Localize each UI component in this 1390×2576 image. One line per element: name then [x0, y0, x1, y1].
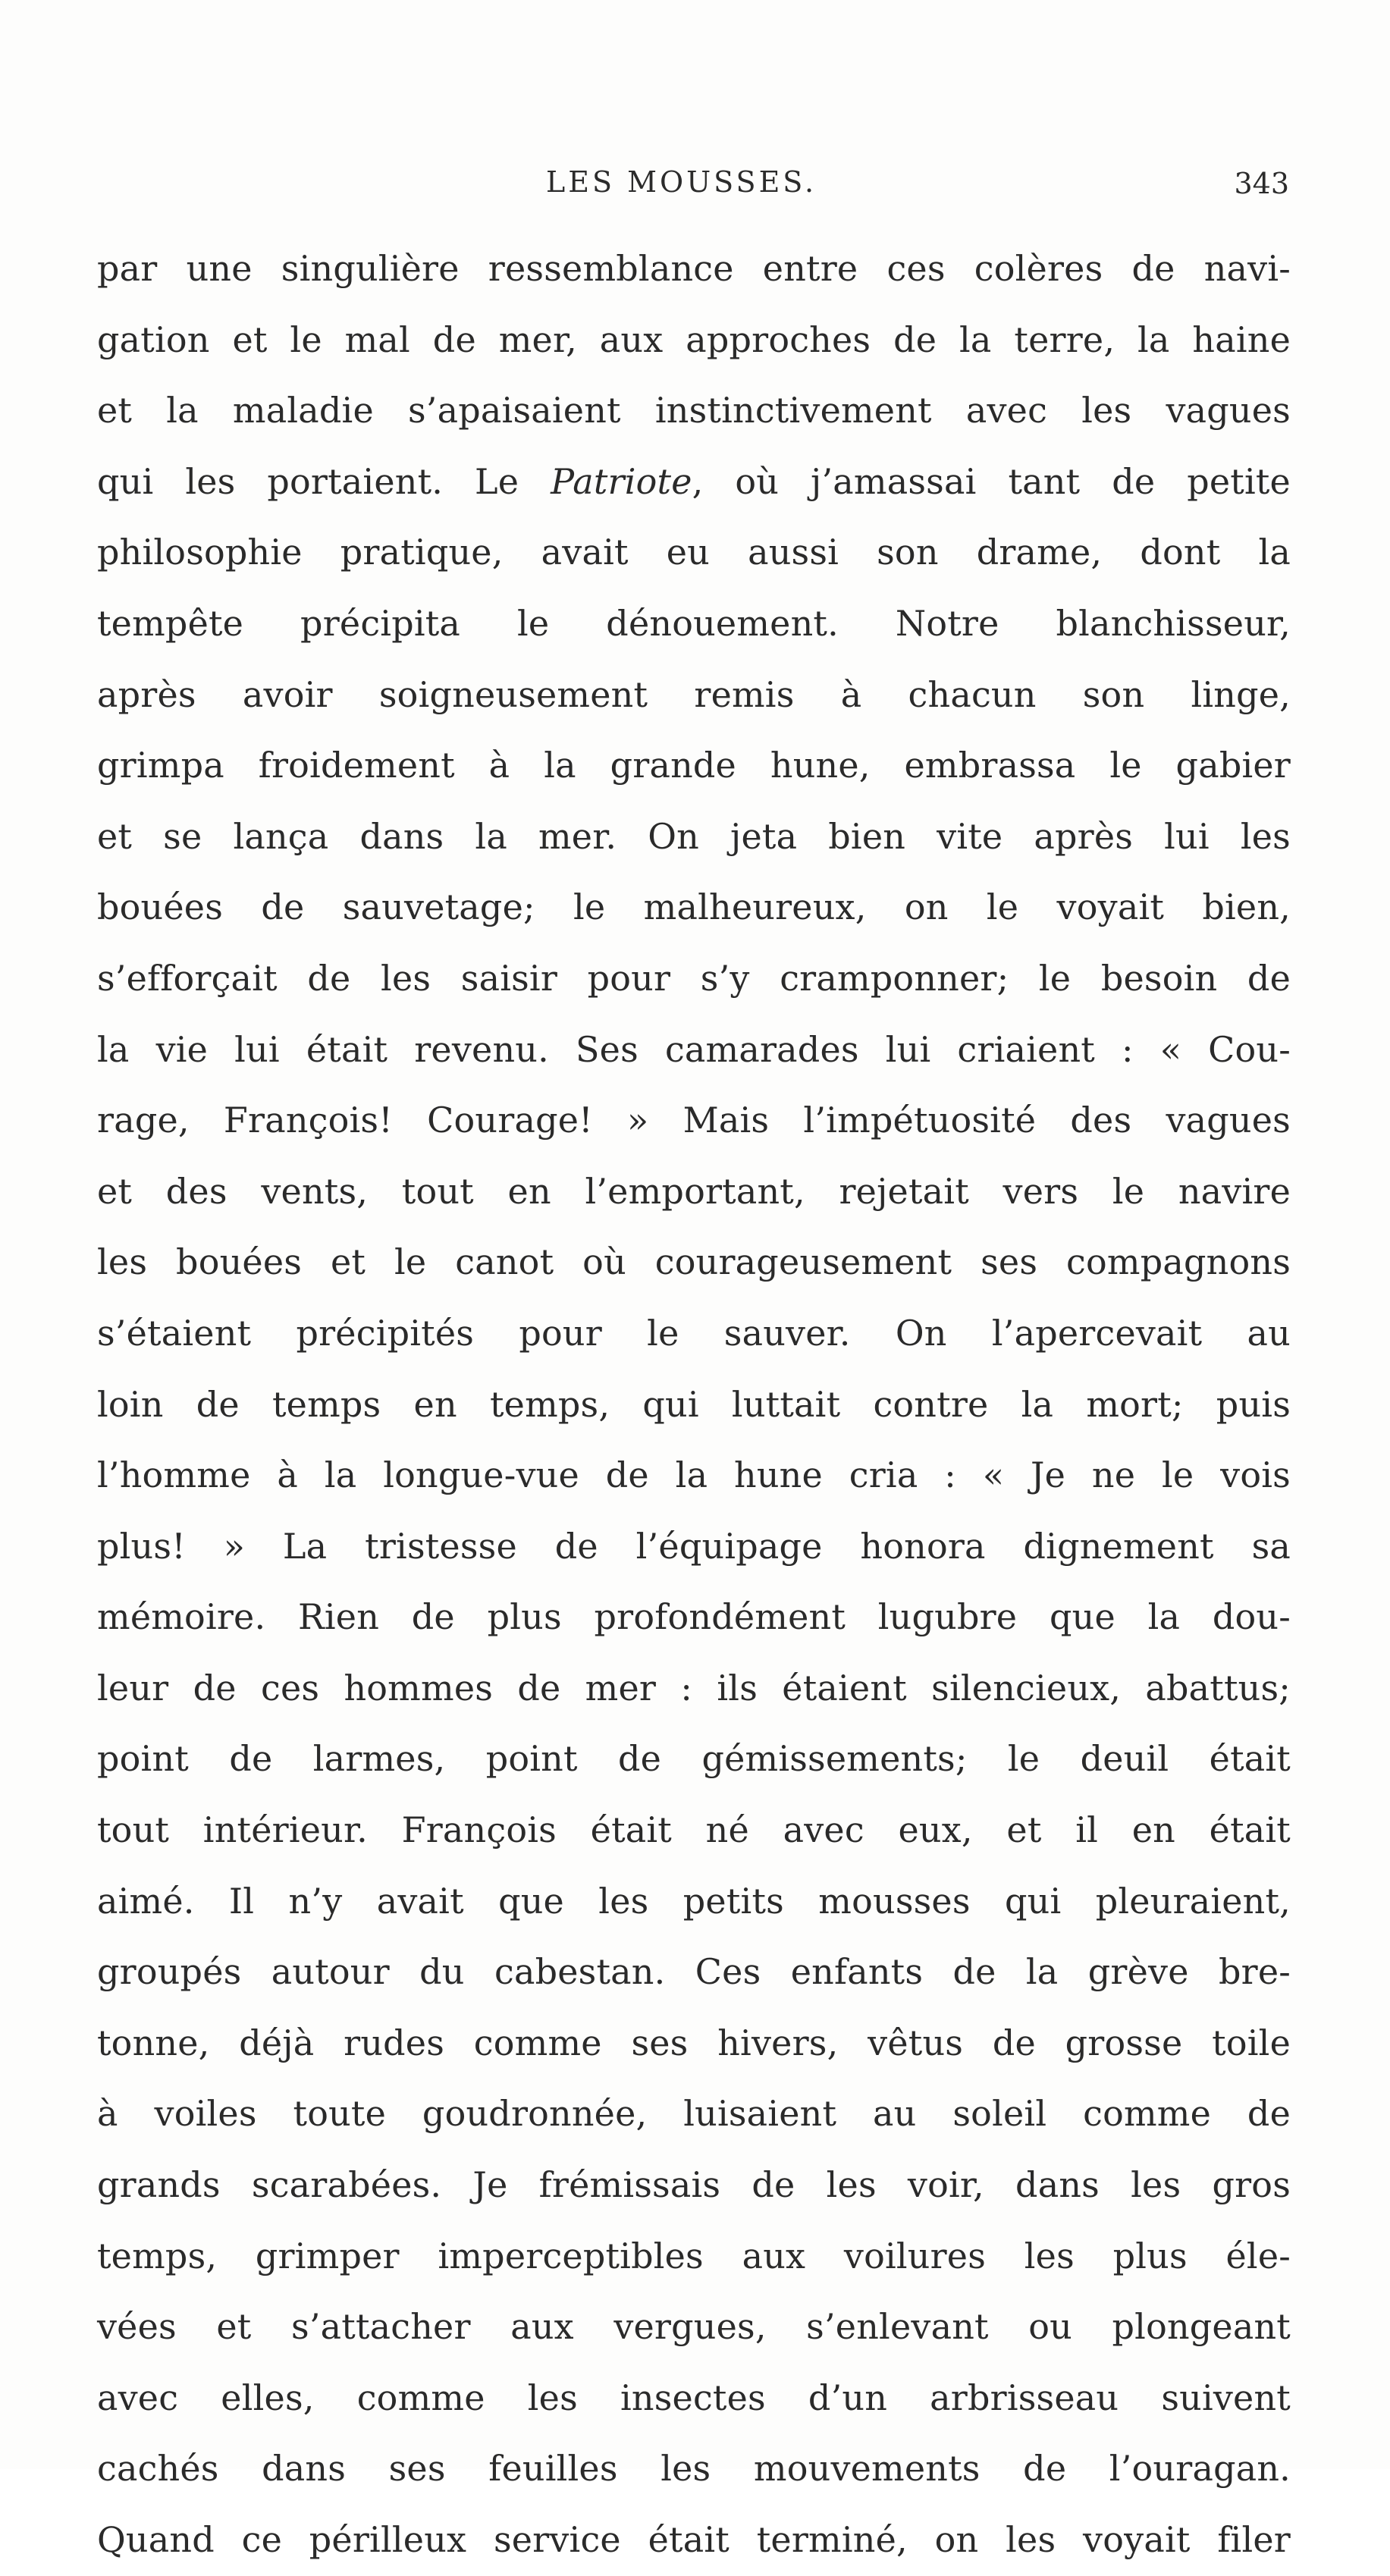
- text-line-part: , où j’amassai tant de petite: [692, 460, 1291, 502]
- running-title: LES MOUSSES.: [546, 165, 817, 199]
- text-line: à voiles toute goudronnée, luisaient au soleil comme de: [97, 2093, 1291, 2135]
- text-line: grimpa froidement à la grande hune, embrassa le gabier: [97, 745, 1291, 786]
- text-line: plus! » La tristesse de l’équipage honora dignement sa: [97, 1525, 1291, 1567]
- text-line: grands scarabées. Je frémissais de les voir, dans les gros: [97, 2164, 1291, 2206]
- text-line: l’homme à la longue-vue de la hune cria : « Je ne le vois: [97, 1454, 1291, 1496]
- text-line: après avoir soigneusement remis à chacun son linge,: [97, 673, 1291, 715]
- text-line: cachés dans ses feuilles les mouvements de l’ouragan.: [97, 2448, 1291, 2490]
- text-line: philosophie pratique, avait eu aussi son drame, dont la: [97, 532, 1291, 573]
- text-line: bouées de sauvetage; le malheureux, on le voyait bien,: [97, 886, 1291, 928]
- text-line: tempête précipita le dénouement. Notre blanchisseur,: [97, 602, 1291, 644]
- running-head: [99, 165, 1289, 211]
- text-line: tout intérieur. François était né avec eux, et il en était: [97, 1809, 1291, 1851]
- text-line: et des vents, tout en l’emportant, rejetait vers le navire: [97, 1170, 1291, 1212]
- text-line: les bouées et le canot où courageusement ses compagnons: [97, 1241, 1291, 1283]
- text-line: groupés autour du cabestan. Ces enfants de la grève bre-: [97, 1951, 1291, 1993]
- text-line: avec elles, comme les insectes d’un arbrisseau suivent: [97, 2377, 1291, 2418]
- text-line-with-italic-title: [97, 447, 1291, 518]
- text-line: rage, François! Courage! » Mais l’impétuosité des vagues: [97, 1100, 1291, 1141]
- page-number: 343: [1234, 167, 1289, 200]
- text-line: aimé. Il n’y avait que les petits mousses qui pleuraient,: [97, 1880, 1291, 1922]
- text-line: s’étaient précipités pour le sauver. On l’apercevait au: [97, 1312, 1291, 1354]
- text-line: s’efforçait de les saisir pour s’y cramponner; le besoin de: [97, 957, 1291, 999]
- text-line: temps, grimper imperceptibles aux voilures les plus éle-: [97, 2235, 1291, 2276]
- text-line-part: qui les portaient. Le: [97, 460, 551, 502]
- text-line: leur de ces hommes de mer : ils étaient silencieux, abattus;: [97, 1667, 1291, 1708]
- text-line: par une singulière ressemblance entre ces colères de navi-: [97, 248, 1291, 289]
- text-line: et se lança dans la mer. On jeta bien vite après lui les: [97, 815, 1291, 857]
- body-text: [97, 234, 1291, 2576]
- text-line: mémoire. Rien de plus profondément lugubre que la dou-: [97, 1596, 1291, 1638]
- text-line: gation et le mal de mer, aux approches de la terre, la haine: [97, 318, 1291, 360]
- text-line: loin de temps en temps, qui luttait contre la mort; puis: [97, 1383, 1291, 1425]
- text-line: et la maladie s’apaisaient instinctivement avec les vagues: [97, 390, 1291, 431]
- text-line: point de larmes, point de gémissements; le deuil était: [97, 1738, 1291, 1780]
- ship-name: Patriote: [551, 460, 692, 502]
- text-line: la vie lui était revenu. Ses camarades lui criaient : « Cou-: [97, 1028, 1291, 1070]
- text-line: vées et s’attacher aux vergues, s’enlevant ou plongeant: [97, 2306, 1291, 2348]
- text-line: tonne, déjà rudes comme ses hivers, vêtus de grosse toile: [97, 2022, 1291, 2063]
- text-line: Quand ce périlleux service était terminé, on les voyait filer: [97, 2519, 1291, 2560]
